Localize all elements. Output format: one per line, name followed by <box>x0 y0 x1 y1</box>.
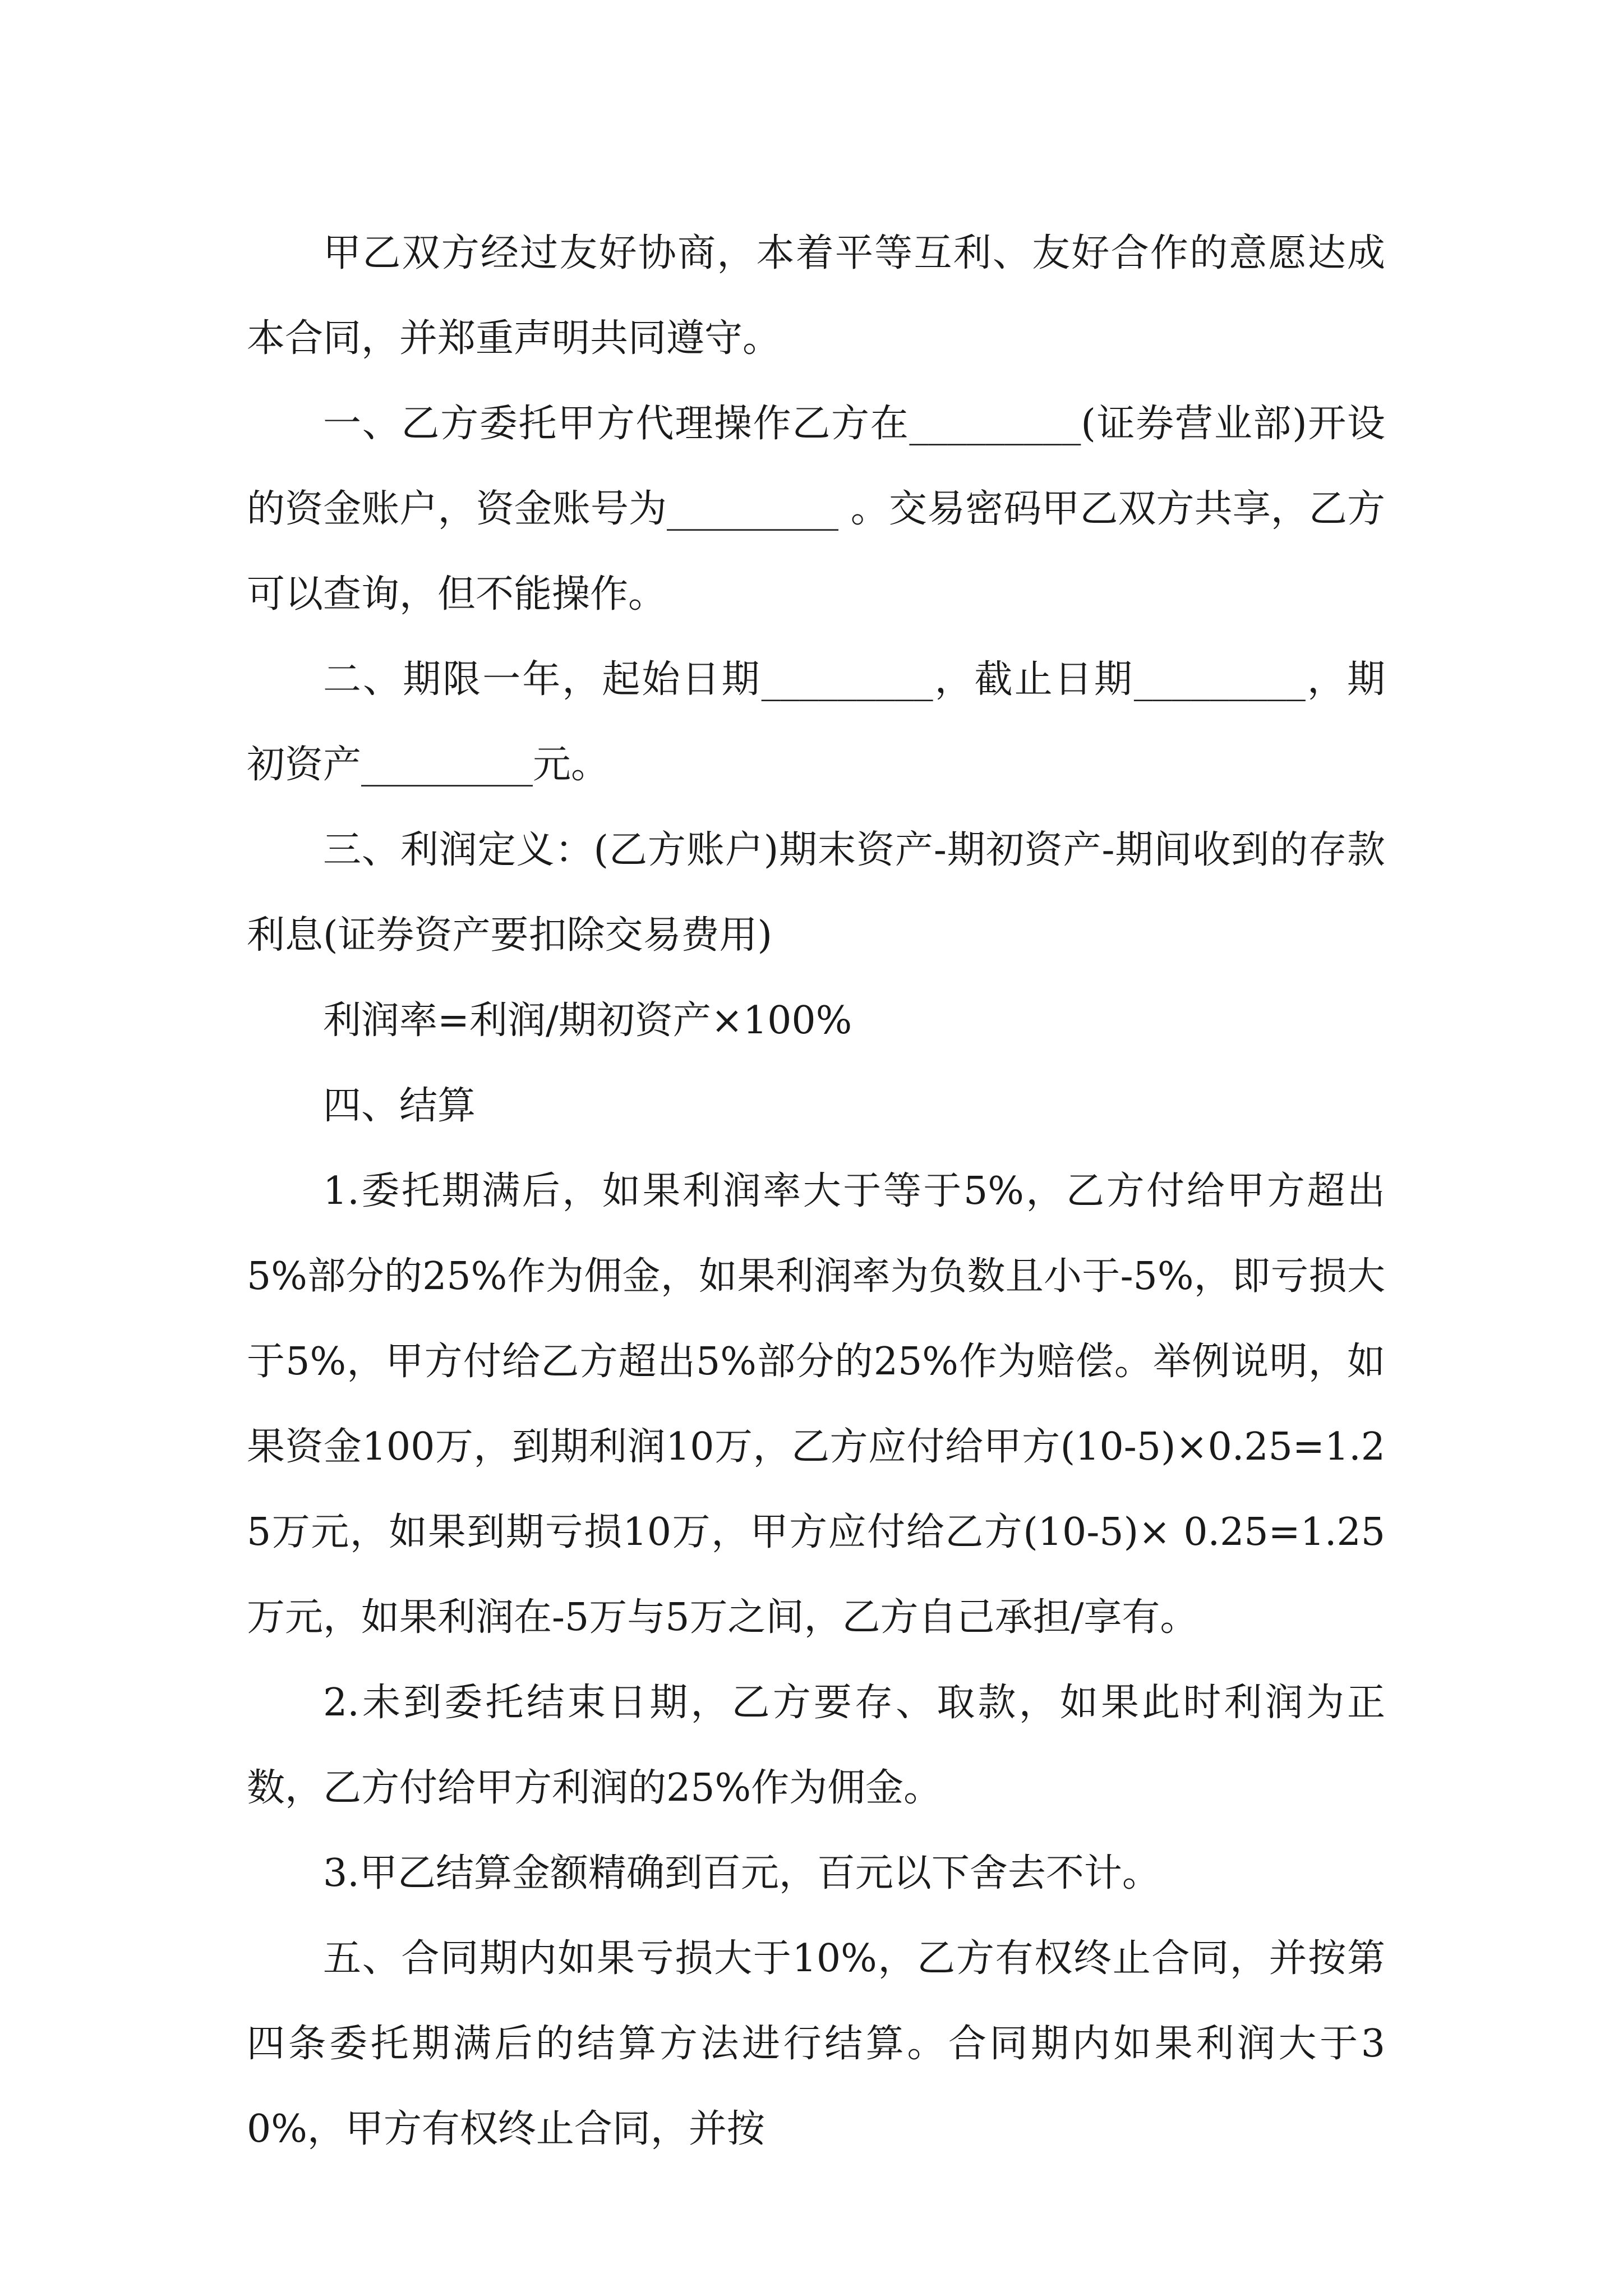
contract-body <box>247 211 1385 2172</box>
paragraph-article-1: 一、乙方委托甲方代理操作乙方在_________(证券营业部)开设的资金账户，资金账号为_________ 。交易密码甲乙双方共享，乙方可以查询，但不能操作。 <box>247 402 1385 616</box>
paragraph-article-3: 三、利润定义：(乙方账户)期末资产-期初资产-期间收到的存款利息(证券资产要扣除交易费用) <box>247 828 1385 958</box>
paragraph-article-4-clause-3: 3.甲乙结算金额精确到百元，百元以下舍去不计。 <box>323 1851 1160 1895</box>
paragraph-article-4-clause-2: 2.未到委托结束日期，乙方要存、取款，如果此时利润为正数，乙方付给甲方利润的25%作为佣金。 <box>247 1681 1385 1810</box>
paragraph-profit-rate-formula: 利润率=利润/期初资产×100% <box>323 999 852 1043</box>
paragraph-article-2: 二、期限一年，起始日期_________，截止日期_________，期初资产_________元。 <box>247 657 1385 787</box>
paragraph-article-4-heading: 四、结算 <box>323 1084 476 1128</box>
paragraph-article-4-clause-1: 1.委托期满后，如果利润率大于等于5%，乙方付给甲方超出5%部分的25%作为佣金，如果利润率为负数且小于-5%，即亏损大于5%，甲方付给乙方超出5%部分的25%作为赔偿。举例说明，如果资金100万，到期利润10万，乙方应付给甲方(10-5)×0.25=1.25万元，如果到期亏损10万，甲方应付给乙方(10-5)× 0.25=1.25万元，如果利润在-5万与5万之间，乙方自己承担/享有。 <box>247 1169 1385 1640</box>
paragraph-article-5: 五、合同期内如果亏损大于10%，乙方有权终止合同，并按第四条委托期满后的结算方法进行结算。合同期内如果利润大于30%，甲方有权终止合同，并按 <box>247 1936 1385 2151</box>
paragraph-intro: 甲乙双方经过友好协商，本着平等互利、友好合作的意愿达成本合同，并郑重声明共同遵守。 <box>247 231 1385 361</box>
